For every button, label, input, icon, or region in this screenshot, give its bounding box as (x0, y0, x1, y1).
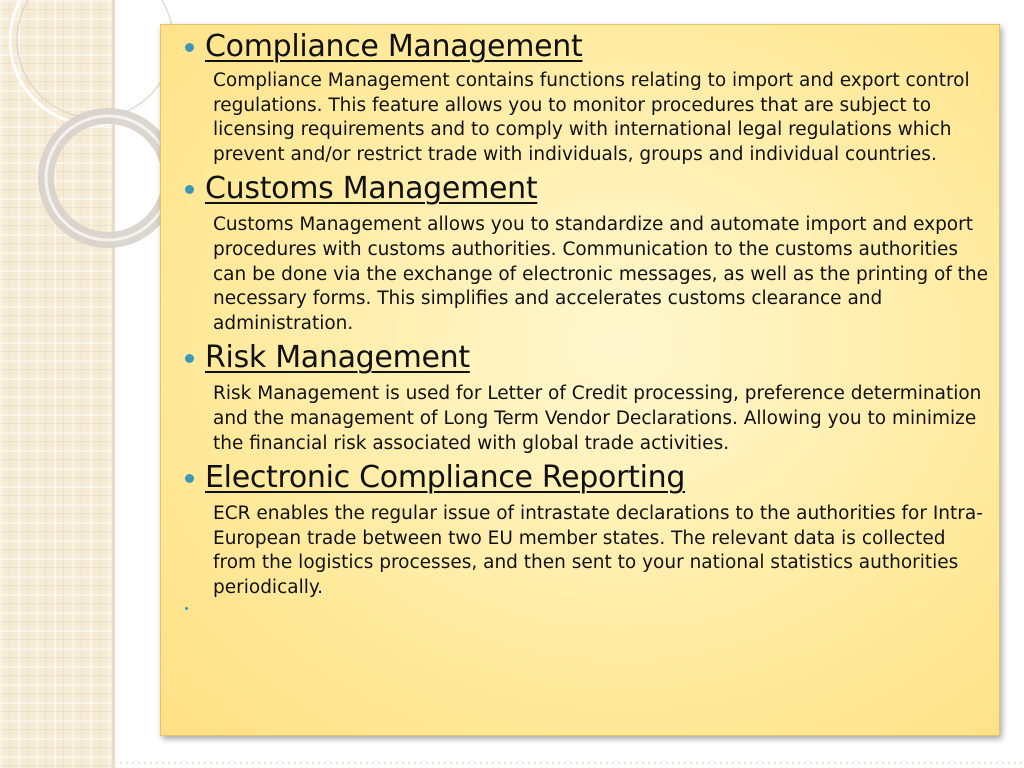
content-box (160, 24, 1000, 736)
section-heading: Compliance Management (205, 29, 583, 64)
bullet-dot-icon (185, 354, 194, 363)
bullet-dot-icon (185, 474, 194, 483)
section-description: ECR enables the regular issue of intrastate declarations to the authorities for Intra-European trade between two EU member states. The relevant data is collected from the logistics processes, and then sent to your national statistics authorities periodically. (213, 503, 983, 598)
section-description: Risk Management is used for Letter of Credit processing, preference determination and the management of Long Term Vendor Declarations. Allowing you to minimize the financial risk associated with global trade activities. (213, 383, 982, 454)
section-heading: Electronic Compliance Reporting (205, 460, 686, 496)
section-risk-management (185, 340, 989, 456)
section-customs-management (185, 171, 989, 336)
heading-row (185, 29, 989, 65)
section-description: Customs Management allows you to standardize and automate import and export procedures with customs authorities. Communication to the customs authorities can be done via the exchange of electronic messages, as well as the printing of the necessary forms. This simplifies and accelerates customs clearance and administration. (213, 214, 989, 334)
heading-row (185, 171, 989, 207)
bottom-dotted-border (112, 760, 1024, 768)
bullet-dot-icon (185, 185, 194, 194)
strip-edge (112, 0, 115, 768)
section-electronic-compliance-reporting (185, 460, 989, 600)
section-description: Compliance Management contains functions relating to import and export control regulations. This feature allows you to monitor procedures that are subject to licensing requirements and to comply with international legal regulations which prevent and/or restrict trade with individuals, groups and individual countries. (213, 70, 970, 165)
left-pattern-strip (0, 0, 112, 768)
bullet-dot-icon (185, 43, 194, 52)
section-compliance-management (185, 29, 989, 167)
section-heading: Customs Management (205, 171, 538, 207)
section-heading: Risk Management (205, 340, 470, 376)
heading-row (185, 460, 989, 496)
heading-row (185, 340, 989, 376)
empty-bullet-icon (185, 607, 188, 610)
